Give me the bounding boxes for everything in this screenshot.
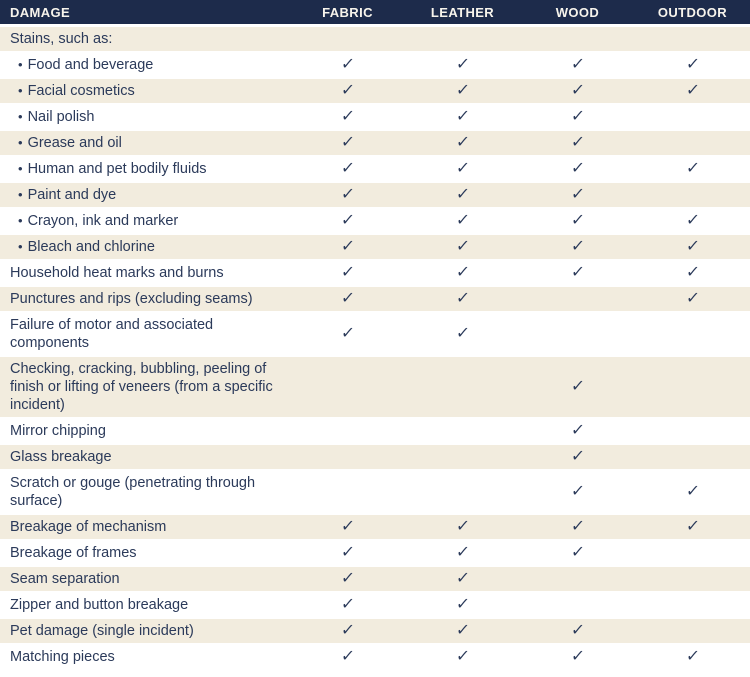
- damage-label: Seam separation: [10, 571, 120, 587]
- check-icon: ✓: [684, 290, 701, 307]
- damage-label: Zipper and button breakage: [10, 597, 189, 613]
- bullet-icon: •: [18, 239, 23, 254]
- check-cell-wood: [520, 239, 635, 255]
- check-icon: ✓: [684, 56, 701, 73]
- check-cell-wood: [520, 649, 635, 665]
- check-icon: ✓: [684, 238, 701, 255]
- check-icon: ✓: [454, 82, 471, 99]
- check-icon: ✓: [454, 238, 471, 255]
- check-cell-leather: [405, 571, 520, 587]
- damage-label: • Nail polish: [18, 109, 95, 125]
- check-cell-leather: [405, 161, 520, 177]
- check-icon: ✓: [454, 212, 471, 229]
- table-row: [0, 131, 750, 157]
- check-icon: ✓: [569, 82, 586, 99]
- column-header-damage: DAMAGE: [10, 4, 71, 20]
- check-icon: ✓: [454, 325, 471, 342]
- check-cell-leather: [405, 135, 520, 151]
- table-header: [0, 0, 750, 27]
- check-cell-wood: [520, 109, 635, 125]
- check-icon: ✓: [339, 290, 356, 307]
- table-row: [0, 567, 750, 593]
- check-cell-outdoor: [635, 57, 750, 73]
- check-icon: ✓: [454, 622, 471, 639]
- damage-label: • Human and pet bodily fluids: [18, 161, 207, 177]
- check-cell-leather: [405, 597, 520, 613]
- table-row: [0, 357, 750, 419]
- check-cell-fabric: [290, 187, 405, 203]
- damage-label: Pet damage (single incident): [10, 623, 194, 639]
- check-icon: ✓: [454, 290, 471, 307]
- check-icon: ✓: [339, 325, 356, 342]
- check-icon: ✓: [684, 483, 701, 500]
- check-icon: ✓: [339, 56, 356, 73]
- check-cell-leather: [405, 213, 520, 229]
- check-cell-wood: [520, 187, 635, 203]
- table-row: [0, 261, 750, 287]
- check-cell-fabric: [290, 135, 405, 151]
- column-header-leather: LEATHER: [430, 4, 495, 20]
- check-icon: ✓: [339, 212, 356, 229]
- check-icon: ✓: [454, 596, 471, 613]
- check-icon: ✓: [339, 186, 356, 203]
- table-row: [0, 79, 750, 105]
- damage-label: Punctures and rips (excluding seams): [10, 291, 253, 307]
- damage-label: • Grease and oil: [18, 135, 122, 151]
- check-icon: ✓: [339, 108, 356, 125]
- check-icon: ✓: [339, 82, 356, 99]
- bullet-icon: •: [18, 135, 23, 150]
- check-icon: ✓: [454, 186, 471, 203]
- check-icon: ✓: [339, 160, 356, 177]
- table-row: [0, 593, 750, 619]
- damage-label: Matching pieces: [10, 649, 115, 665]
- check-cell-wood: [520, 135, 635, 151]
- check-icon: ✓: [454, 56, 471, 73]
- check-icon: ✓: [454, 134, 471, 151]
- table-row: [0, 619, 750, 645]
- check-icon: ✓: [569, 648, 586, 665]
- check-cell-fabric: [290, 597, 405, 613]
- check-cell-fabric: [290, 545, 405, 561]
- check-icon: ✓: [569, 378, 586, 395]
- check-icon: ✓: [569, 422, 586, 439]
- table-row: [0, 235, 750, 261]
- damage-label: Scratch or gouge (penetrating through surface): [10, 475, 256, 509]
- table-row: [0, 445, 750, 471]
- check-cell-leather: [405, 83, 520, 99]
- table-row: [0, 471, 750, 515]
- check-cell-outdoor: [635, 649, 750, 665]
- damage-label: • Facial cosmetics: [18, 83, 135, 99]
- bullet-icon: •: [18, 213, 23, 228]
- check-cell-outdoor: [635, 484, 750, 500]
- check-icon: ✓: [454, 160, 471, 177]
- check-icon: ✓: [454, 518, 471, 535]
- check-icon: ✓: [454, 648, 471, 665]
- damage-label: Household heat marks and burns: [10, 265, 224, 281]
- check-cell-fabric: [290, 239, 405, 255]
- check-cell-wood: [520, 623, 635, 639]
- table-row: [0, 645, 750, 671]
- table-row: [0, 541, 750, 567]
- check-cell-fabric: [290, 326, 405, 342]
- check-icon: ✓: [569, 622, 586, 639]
- column-header-wood: WOOD: [555, 4, 600, 20]
- check-cell-leather: [405, 326, 520, 342]
- check-icon: ✓: [569, 134, 586, 151]
- check-cell-leather: [405, 545, 520, 561]
- damage-label: Checking, cracking, bubbling, peeling of finish or lifting of veneers (from a specific incident): [10, 361, 273, 413]
- table-row: [0, 183, 750, 209]
- bullet-icon: •: [18, 83, 23, 98]
- column-header-fabric: FABRIC: [322, 4, 373, 20]
- check-icon: ✓: [684, 82, 701, 99]
- check-icon: ✓: [569, 160, 586, 177]
- damage-label: Stains, such as:: [10, 31, 113, 47]
- damage-label: Breakage of mechanism: [10, 519, 167, 535]
- check-icon: ✓: [569, 483, 586, 500]
- check-icon: ✓: [569, 264, 586, 281]
- check-cell-fabric: [290, 213, 405, 229]
- table-row: [0, 27, 750, 53]
- table-row: [0, 287, 750, 313]
- damage-label: • Bleach and chlorine: [18, 239, 155, 255]
- check-icon: ✓: [569, 544, 586, 561]
- check-cell-wood: [520, 265, 635, 281]
- check-icon: ✓: [454, 264, 471, 281]
- check-cell-outdoor: [635, 213, 750, 229]
- check-cell-wood: [520, 213, 635, 229]
- damage-label: Failure of motor and associated components: [10, 317, 214, 351]
- check-cell-fabric: [290, 83, 405, 99]
- check-cell-wood: [520, 449, 635, 465]
- check-icon: ✓: [339, 238, 356, 255]
- check-icon: ✓: [454, 544, 471, 561]
- check-icon: ✓: [684, 518, 701, 535]
- check-cell-fabric: [290, 265, 405, 281]
- damage-label: Mirror chipping: [10, 423, 106, 439]
- check-cell-leather: [405, 265, 520, 281]
- damage-label: Glass breakage: [10, 449, 112, 465]
- check-icon: ✓: [454, 108, 471, 125]
- check-cell-leather: [405, 57, 520, 73]
- check-icon: ✓: [684, 212, 701, 229]
- check-icon: ✓: [339, 518, 356, 535]
- check-cell-wood: [520, 379, 635, 395]
- damage-label: • Food and beverage: [18, 57, 154, 73]
- check-icon: ✓: [339, 622, 356, 639]
- table-row: [0, 209, 750, 235]
- bullet-icon: •: [18, 57, 23, 72]
- check-cell-fabric: [290, 519, 405, 535]
- check-cell-fabric: [290, 649, 405, 665]
- check-cell-wood: [520, 519, 635, 535]
- bullet-icon: •: [18, 187, 23, 202]
- table-row: [0, 105, 750, 131]
- check-icon: ✓: [569, 186, 586, 203]
- check-cell-wood: [520, 484, 635, 500]
- check-cell-wood: [520, 161, 635, 177]
- table-row: [0, 313, 750, 357]
- table-row: [0, 515, 750, 541]
- check-icon: ✓: [569, 212, 586, 229]
- check-cell-leather: [405, 623, 520, 639]
- check-cell-outdoor: [635, 161, 750, 177]
- check-icon: ✓: [569, 448, 586, 465]
- check-cell-leather: [405, 291, 520, 307]
- check-icon: ✓: [684, 264, 701, 281]
- check-icon: ✓: [339, 570, 356, 587]
- check-cell-wood: [520, 83, 635, 99]
- check-icon: ✓: [339, 134, 356, 151]
- check-cell-outdoor: [635, 239, 750, 255]
- check-icon: ✓: [684, 160, 701, 177]
- check-cell-leather: [405, 519, 520, 535]
- check-cell-fabric: [290, 571, 405, 587]
- table-body: [0, 27, 750, 671]
- check-cell-fabric: [290, 57, 405, 73]
- check-cell-wood: [520, 423, 635, 439]
- bullet-icon: •: [18, 109, 23, 124]
- check-cell-outdoor: [635, 83, 750, 99]
- check-cell-outdoor: [635, 265, 750, 281]
- check-cell-fabric: [290, 161, 405, 177]
- check-icon: ✓: [454, 570, 471, 587]
- table-row: [0, 157, 750, 183]
- check-cell-outdoor: [635, 519, 750, 535]
- check-icon: ✓: [339, 596, 356, 613]
- table-row: [0, 419, 750, 445]
- column-header-outdoor: OUTDOOR: [657, 4, 728, 20]
- check-cell-outdoor: [635, 291, 750, 307]
- check-cell-wood: [520, 545, 635, 561]
- table-row: [0, 53, 750, 79]
- damage-label: • Crayon, ink and marker: [18, 213, 179, 229]
- check-cell-leather: [405, 109, 520, 125]
- check-cell-wood: [520, 57, 635, 73]
- check-cell-fabric: [290, 109, 405, 125]
- bullet-icon: •: [18, 161, 23, 176]
- check-icon: ✓: [569, 518, 586, 535]
- damage-label: • Paint and dye: [18, 187, 117, 203]
- damage-label: Breakage of frames: [10, 545, 137, 561]
- check-icon: ✓: [569, 56, 586, 73]
- check-icon: ✓: [569, 108, 586, 125]
- check-icon: ✓: [684, 648, 701, 665]
- check-cell-leather: [405, 239, 520, 255]
- check-cell-leather: [405, 649, 520, 665]
- check-cell-leather: [405, 187, 520, 203]
- check-icon: ✓: [339, 264, 356, 281]
- check-icon: ✓: [339, 544, 356, 561]
- check-icon: ✓: [339, 648, 356, 665]
- check-cell-fabric: [290, 623, 405, 639]
- check-cell-fabric: [290, 291, 405, 307]
- check-icon: ✓: [569, 238, 586, 255]
